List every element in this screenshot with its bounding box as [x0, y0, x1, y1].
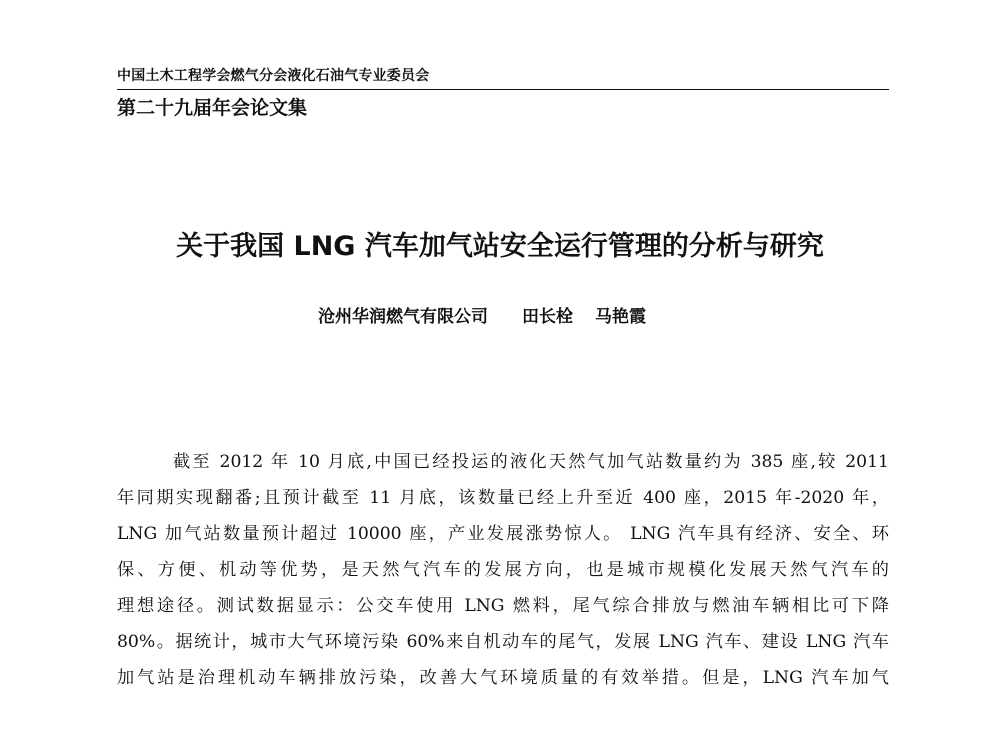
byline: [318, 304, 646, 330]
author-affiliation: 沧州华润燃气有限公司: [318, 307, 488, 327]
body-line: 截至 2012 年 10 月底,中国已经投运的液化天然气加气站数量约为 385 座,较 2011: [173, 452, 889, 472]
body-line: 保、方便、机动等优势，是天然气汽车的发展方向，也是城市规模化发展天然气汽车的: [117, 560, 889, 580]
body-line: 理想途径。测试数据显示：公交车使用 LNG 燃料，尾气综合排放与燃油车辆相比可下降: [117, 596, 889, 616]
body-line: 80%。据统计，城市大气环境污染 60%来自机动车的尾气，发展 LNG 汽车、建设 LNG 汽车: [117, 632, 889, 652]
body-line: 年同期实现翻番;且预计截至 11 月底，该数量已经上升至近 400 座，2015 年-2020 年，: [117, 488, 889, 508]
body-line: 加气站是治理机动车辆排放污染，改善大气环境质量的有效举措。但是，LNG 汽车加气: [117, 668, 889, 688]
running-header-proceedings: 第二十九届年会论文集: [117, 97, 308, 119]
body-line: LNG 加气站数量预计超过 10000 座，产业发展涨势惊人。 LNG 汽车具有经济、安全、环: [117, 524, 889, 544]
running-header-organization: 中国土木工程学会燃气分会液化石油气专业委员会: [117, 68, 430, 84]
body-paragraph: [117, 444, 889, 696]
author-name: 马艳霞: [595, 307, 646, 327]
header-divider: [117, 89, 889, 90]
author-name: 田长栓: [522, 307, 573, 327]
paper-title: 关于我国 LNG 汽车加气站安全运行管理的分析与研究: [176, 231, 824, 262]
